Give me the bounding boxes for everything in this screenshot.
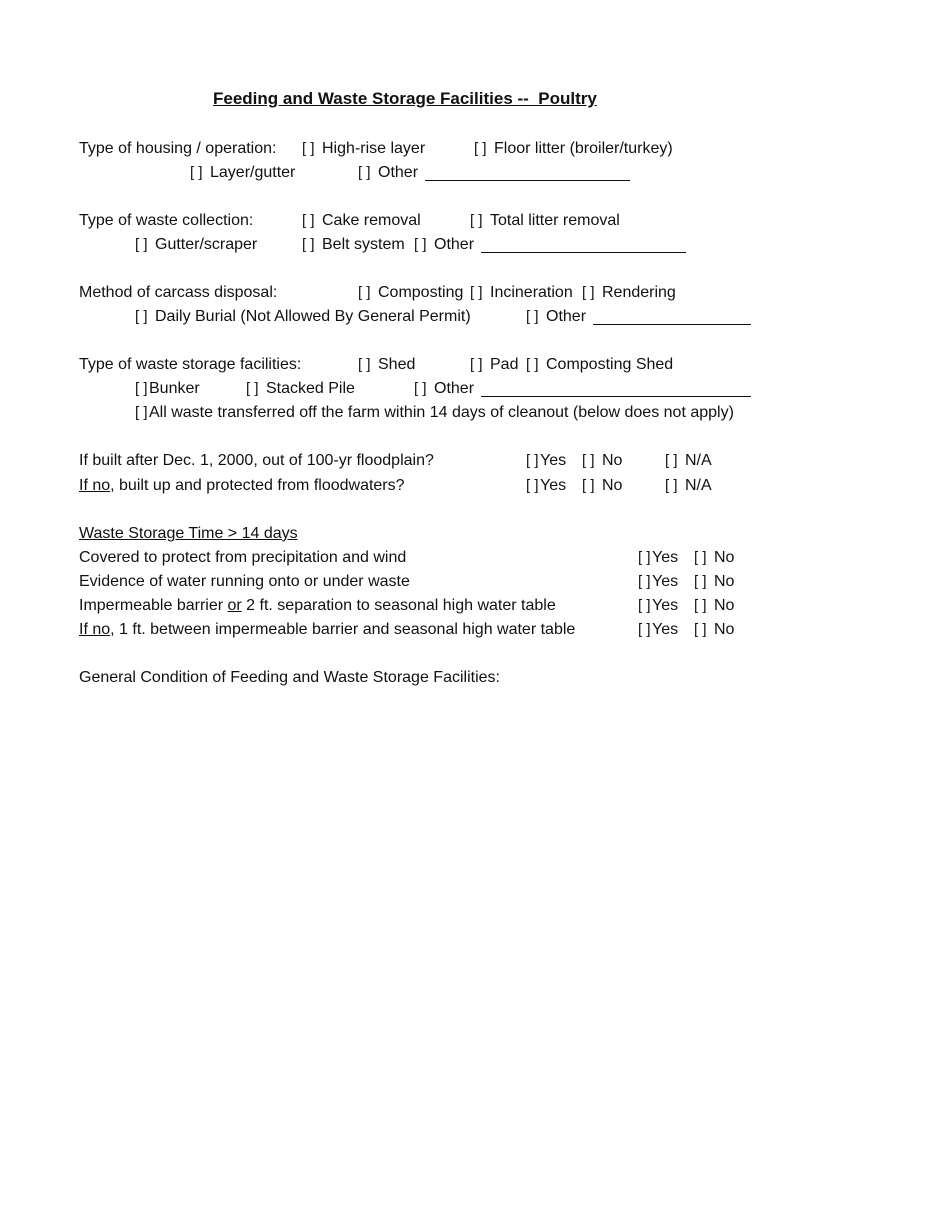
checkbox-water-yes[interactable]: [ ] [638, 573, 651, 590]
covered-question: Covered to protect from precipitation and wind [79, 549, 407, 566]
option-composting-shed: Composting Shed [546, 356, 674, 373]
covered-no-label: No [714, 549, 735, 566]
option-bunker: Bunker [149, 380, 200, 397]
housing-other-field[interactable] [425, 166, 630, 181]
checkbox-covered-no[interactable]: [ ] [694, 549, 707, 566]
protected-na-label: N/A [685, 477, 712, 494]
checkbox-storage-other[interactable]: [ ] [414, 380, 427, 397]
separation-question [79, 622, 575, 638]
checkbox-pad[interactable]: [ ] [470, 356, 483, 373]
checkbox-total-litter[interactable]: [ ] [470, 212, 483, 229]
option-floor-litter: Floor litter (broiler/turkey) [494, 140, 673, 157]
checkbox-barrier-no[interactable]: [ ] [694, 597, 707, 614]
separation-if-no: If no [79, 621, 111, 638]
carcass-row-1 [0, 285, 950, 305]
checkbox-composting[interactable]: [ ] [358, 284, 371, 301]
storage-label: Type of waste storage facilities: [79, 356, 302, 373]
checkbox-rendering[interactable]: [ ] [582, 284, 595, 301]
collection-other-field[interactable] [481, 238, 686, 253]
barrier-no-label: No [714, 597, 735, 614]
option-transferred: All waste transferred off the farm within 14 days of cleanout (below does not apply) [149, 404, 734, 421]
barrier-or: or [227, 597, 242, 614]
checkbox-separation-yes[interactable]: [ ] [638, 621, 651, 638]
checkbox-floodplain-no[interactable]: [ ] [582, 452, 595, 469]
option-belt-system: Belt system [322, 236, 405, 253]
option-housing-other: Other [378, 164, 419, 181]
option-gutter-scraper: Gutter/scraper [155, 236, 258, 253]
option-stacked-pile: Stacked Pile [266, 380, 355, 397]
protected-yes-label: Yes [540, 477, 567, 494]
barrier-yes-label: Yes [652, 597, 679, 614]
water-yes-label: Yes [652, 573, 679, 590]
option-collection-other: Other [434, 236, 475, 253]
housing-row-2 [0, 165, 950, 185]
floodplain-no-label: No [602, 452, 623, 469]
option-rendering: Rendering [602, 284, 676, 301]
barrier-question [79, 598, 556, 614]
separation-no-label: No [714, 621, 735, 638]
checkbox-protected-no[interactable]: [ ] [582, 477, 595, 494]
floodplain-yes-label: Yes [540, 452, 567, 469]
storage-other-field[interactable] [481, 382, 751, 397]
storage-row-2 [0, 381, 950, 401]
housing-label: Type of housing / operation: [79, 140, 277, 157]
general-condition-row [0, 670, 950, 690]
checkbox-belt-system[interactable]: [ ] [302, 236, 315, 253]
barrier-question-a: Impermeable barrier [79, 597, 228, 614]
protected-question [79, 478, 405, 494]
protected-no-label: No [602, 477, 623, 494]
checkbox-bunker[interactable]: [ ] [135, 380, 148, 397]
barrier-row [0, 598, 950, 618]
checkbox-gutter-scraper[interactable]: [ ] [135, 236, 148, 253]
checkbox-collection-other[interactable]: [ ] [414, 236, 427, 253]
checkbox-protected-yes[interactable]: [ ] [526, 477, 539, 494]
checkbox-separation-no[interactable]: [ ] [694, 621, 707, 638]
water-no-label: No [714, 573, 735, 590]
checkbox-high-rise[interactable]: [ ] [302, 140, 315, 157]
checkbox-layer-gutter[interactable]: [ ] [190, 164, 203, 181]
general-condition-label: General Condition of Feeding and Waste Storage Facilities: [79, 669, 500, 686]
water-running-row [0, 574, 950, 594]
option-daily-burial: Daily Burial (Not Allowed By General Permit) [155, 308, 471, 325]
option-layer-gutter: Layer/gutter [210, 164, 296, 181]
separation-question-text: , 1 ft. between impermeable barrier and seasonal high water table [110, 621, 576, 638]
checkbox-protected-na[interactable]: [ ] [665, 477, 678, 494]
option-storage-other: Other [434, 380, 475, 397]
carcass-label: Method of carcass disposal: [79, 284, 278, 301]
covered-row [0, 550, 950, 570]
checkbox-transferred[interactable]: [ ] [135, 404, 148, 421]
housing-row-1 [0, 141, 950, 161]
checkbox-cake-removal[interactable]: [ ] [302, 212, 315, 229]
carcass-other-field[interactable] [593, 310, 751, 325]
separation-row [0, 622, 950, 642]
protected-question-text: , built up and protected from floodwaters? [110, 477, 405, 494]
page-title: Feeding and Waste Storage Facilities -- Poultry [213, 89, 597, 108]
checkbox-shed[interactable]: [ ] [358, 356, 371, 373]
barrier-question-b: 2 ft. separation to seasonal high water table [241, 597, 556, 614]
separation-yes-label: Yes [652, 621, 679, 638]
collection-label: Type of waste collection: [79, 212, 254, 229]
checkbox-housing-other[interactable]: [ ] [358, 164, 371, 181]
option-shed: Shed [378, 356, 416, 373]
checkbox-floor-litter[interactable]: [ ] [474, 140, 487, 157]
carcass-row-2 [0, 309, 950, 329]
checkbox-floodplain-yes[interactable]: [ ] [526, 452, 539, 469]
floodplain-na-label: N/A [685, 452, 712, 469]
checkbox-floodplain-na[interactable]: [ ] [665, 452, 678, 469]
checkbox-composting-shed[interactable]: [ ] [526, 356, 539, 373]
collection-row-1 [0, 213, 950, 233]
option-pad: Pad [490, 356, 519, 373]
option-carcass-other: Other [546, 308, 587, 325]
covered-yes-label: Yes [652, 549, 679, 566]
if-no-label: If no [79, 477, 111, 494]
option-total-litter: Total litter removal [490, 212, 620, 229]
checkbox-water-no[interactable]: [ ] [694, 573, 707, 590]
collection-row-2 [0, 237, 950, 257]
storage-row-3 [0, 405, 950, 425]
water-running-question: Evidence of water running onto or under waste [79, 573, 410, 590]
option-composting: Composting [378, 284, 464, 301]
checkbox-covered-yes[interactable]: [ ] [638, 549, 651, 566]
storage-row-1 [0, 357, 950, 377]
option-high-rise: High-rise layer [322, 140, 426, 157]
floodplain-row-1 [0, 453, 950, 473]
option-cake-removal: Cake removal [322, 212, 421, 229]
checkbox-carcass-other[interactable]: [ ] [526, 308, 539, 325]
floodplain-question: If built after Dec. 1, 2000, out of 100-yr floodplain? [79, 452, 434, 469]
checkbox-stacked-pile[interactable]: [ ] [246, 380, 259, 397]
option-incineration: Incineration [490, 284, 573, 301]
checkbox-barrier-yes[interactable]: [ ] [638, 597, 651, 614]
floodplain-row-2 [0, 478, 950, 498]
checkbox-daily-burial[interactable]: [ ] [135, 308, 148, 325]
waste-time-heading-row [0, 526, 950, 546]
checkbox-incineration[interactable]: [ ] [470, 284, 483, 301]
waste-time-heading: Waste Storage Time > 14 days [79, 525, 298, 542]
